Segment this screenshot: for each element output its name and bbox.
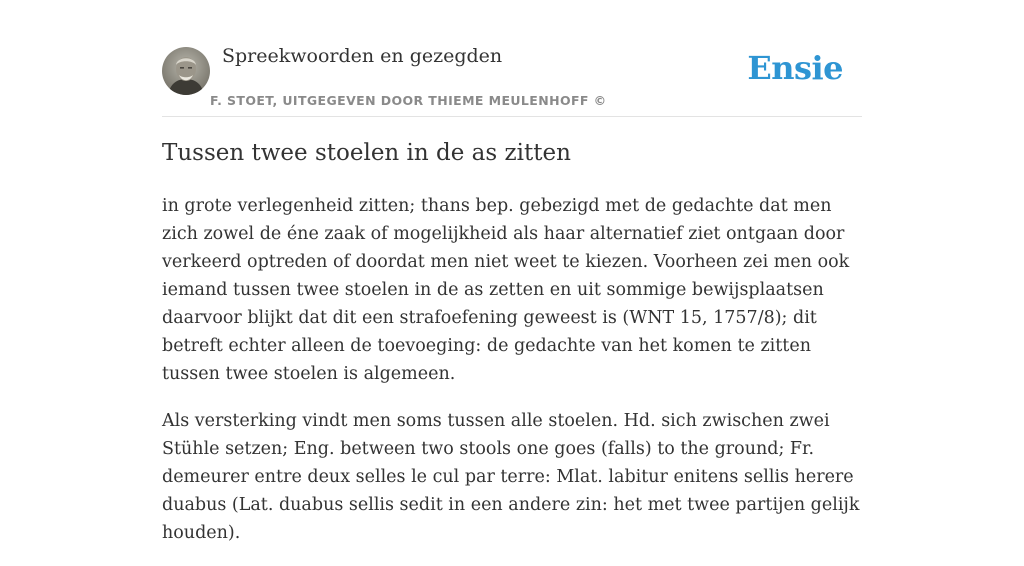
entry-title: Tussen twee stoelen in de as zitten <box>162 140 571 166</box>
brand-logo[interactable]: Ensie <box>747 49 843 87</box>
source-header <box>162 0 862 117</box>
entry-paragraph: Als versterking vindt men soms tussen alle stoelen. Hd. sich zwischen zwei Stühle setzen; Eng. between two stools one goes (falls) to the ground; Fr. demeurer entre deux selles le cul par terre: Mlat. labitur enitens sellis herere duabus (Lat. duabus sellis sedit in een andere zin: het met twee partijen gelijk houden). <box>162 411 860 543</box>
entry-body <box>162 192 862 566</box>
source-title[interactable]: Spreekwoorden en gezegden <box>222 45 503 67</box>
author-portrait-icon[interactable] <box>162 47 210 95</box>
entry-paragraph: in grote verlegenheid zitten; thans bep. gebezigd met de gedachte dat men zich zowel de éne zaak of mogelijkheid als haar alternatief ziet ontgaan door verkeerd optreden of doordat men niet weet te kiezen. Voorheen zei men ook iemand tussen twee stoelen in de as zetten en uit sommige bewijsplaatsen daarvoor blijkt dat dit een strafoefening geweest is (WNT 15, 1757/8); dit betreft echter alleen de toevoeging: de gedachte van het komen te zitten tussen twee stoelen is algemeen. <box>162 196 850 384</box>
source-credit: F. STOET, UITGEGEVEN DOOR THIEME MEULENHOFF © <box>210 93 607 108</box>
entry-card <box>162 0 862 543</box>
